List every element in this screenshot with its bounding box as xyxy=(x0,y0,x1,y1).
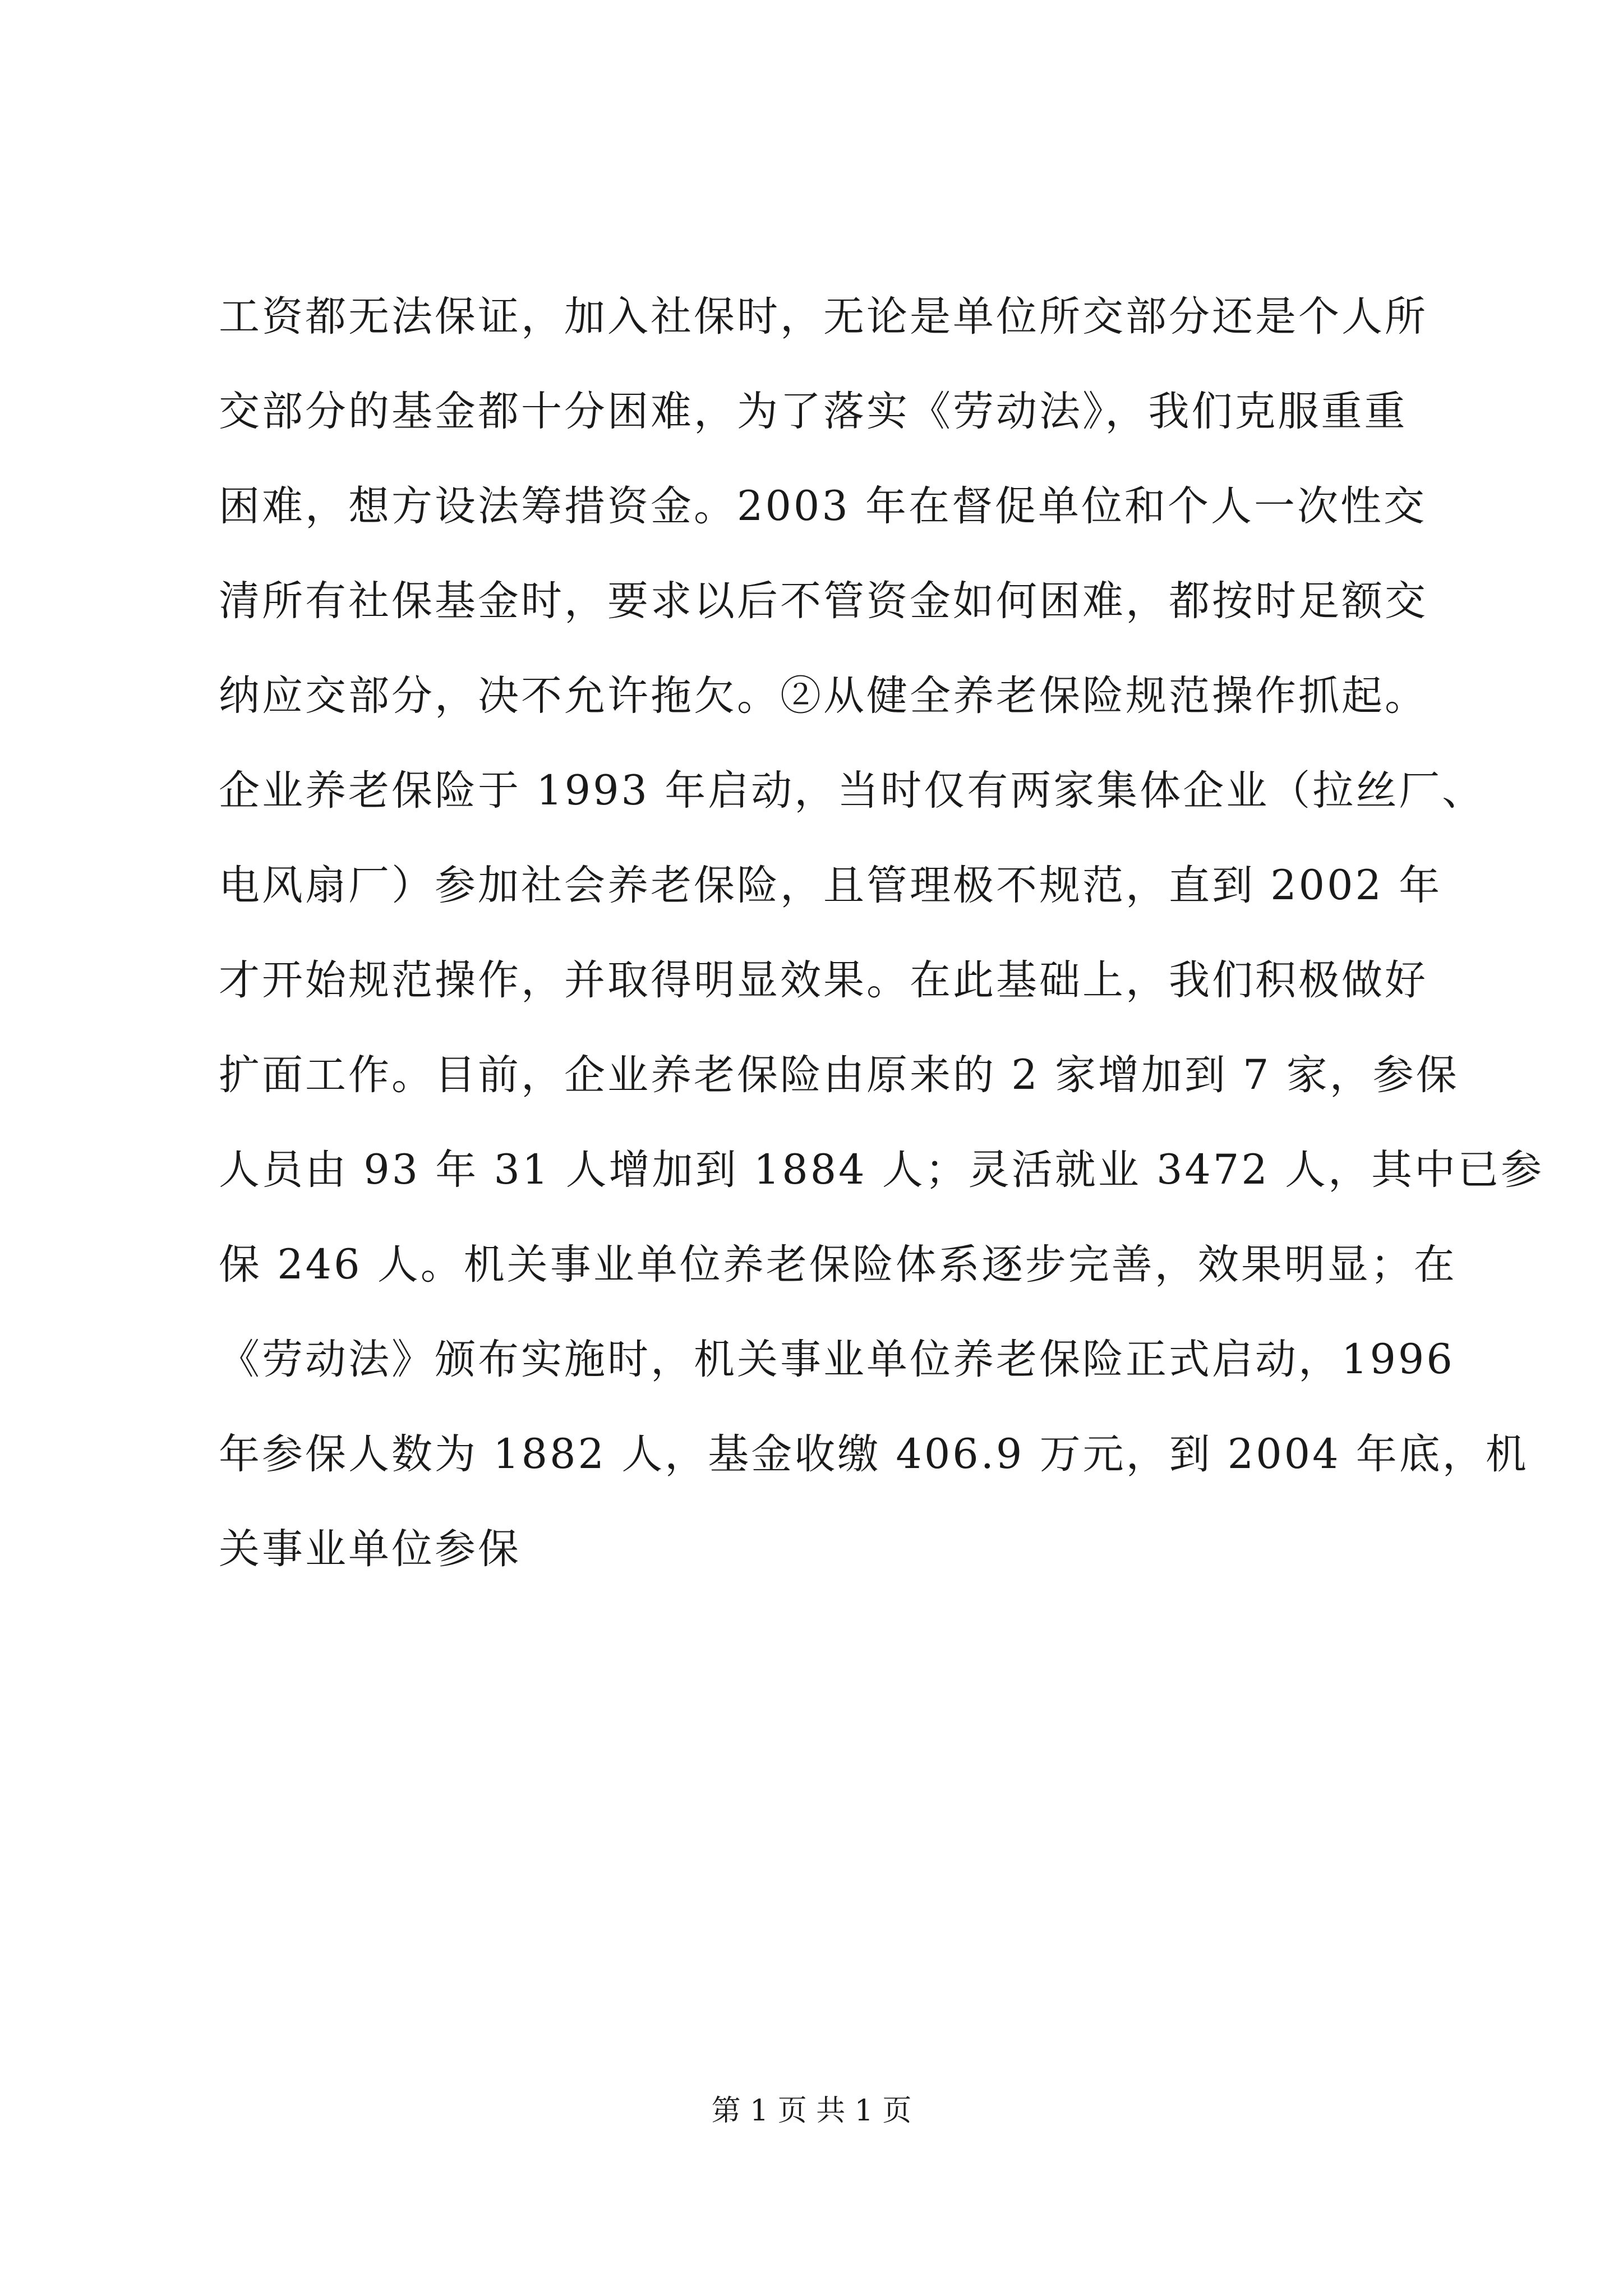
text-line: 纳应交部分，决不允许拖欠。②从健全养老保险规范操作抓起。 xyxy=(219,672,1428,720)
text-line: 困难，想方设法筹措资金。2003 年在督促单位和个人一次性交 xyxy=(219,482,1427,530)
text-line: 才开始规范操作，并取得明显效果。在此基础上，我们积极做好 xyxy=(219,956,1428,1004)
text-line: 扩面工作。目前，企业养老保险由原来的 2 家增加到 7 家，参保 xyxy=(219,1051,1459,1099)
page-number-label: 第 1 页 共 1 页 xyxy=(711,2094,912,2128)
text-line: 保 246 人。机关事业单位养老保险体系逐步完善，效果明显；在 xyxy=(219,1241,1457,1289)
text-line: 人员由 93 年 31 人增加到 1884 人；灵活就业 3472 人，其中已参 xyxy=(219,1146,1544,1194)
text-line: 关事业单位参保 xyxy=(219,1525,521,1573)
text-line: 工资都无法保证，加入社保时，无论是单位所交部分还是个人所 xyxy=(219,293,1428,341)
text-line: 《劳动法》颁布实施时，机关事业单位养老保险正式启动，1996 xyxy=(219,1336,1455,1383)
text-line: 企业养老保险于 1993 年启动，当时仅有两家集体企业（拉丝厂、 xyxy=(219,767,1486,815)
text-line: 交部分的基金都十分困难，为了落实《劳动法》，我们克服重重 xyxy=(219,388,1408,435)
text-line: 清所有社保基金时，要求以后不管资金如何困难，都按时足额交 xyxy=(219,577,1428,625)
text-line: 年参保人数为 1882 人，基金收缴 406.9 万元，到 2004 年底，机 xyxy=(219,1430,1529,1478)
text-line: 电风扇厂）参加社会养老保险，且管理极不规范，直到 2002 年 xyxy=(219,862,1442,909)
body-paragraph xyxy=(219,269,1544,1596)
page-footer xyxy=(0,2091,1623,2131)
